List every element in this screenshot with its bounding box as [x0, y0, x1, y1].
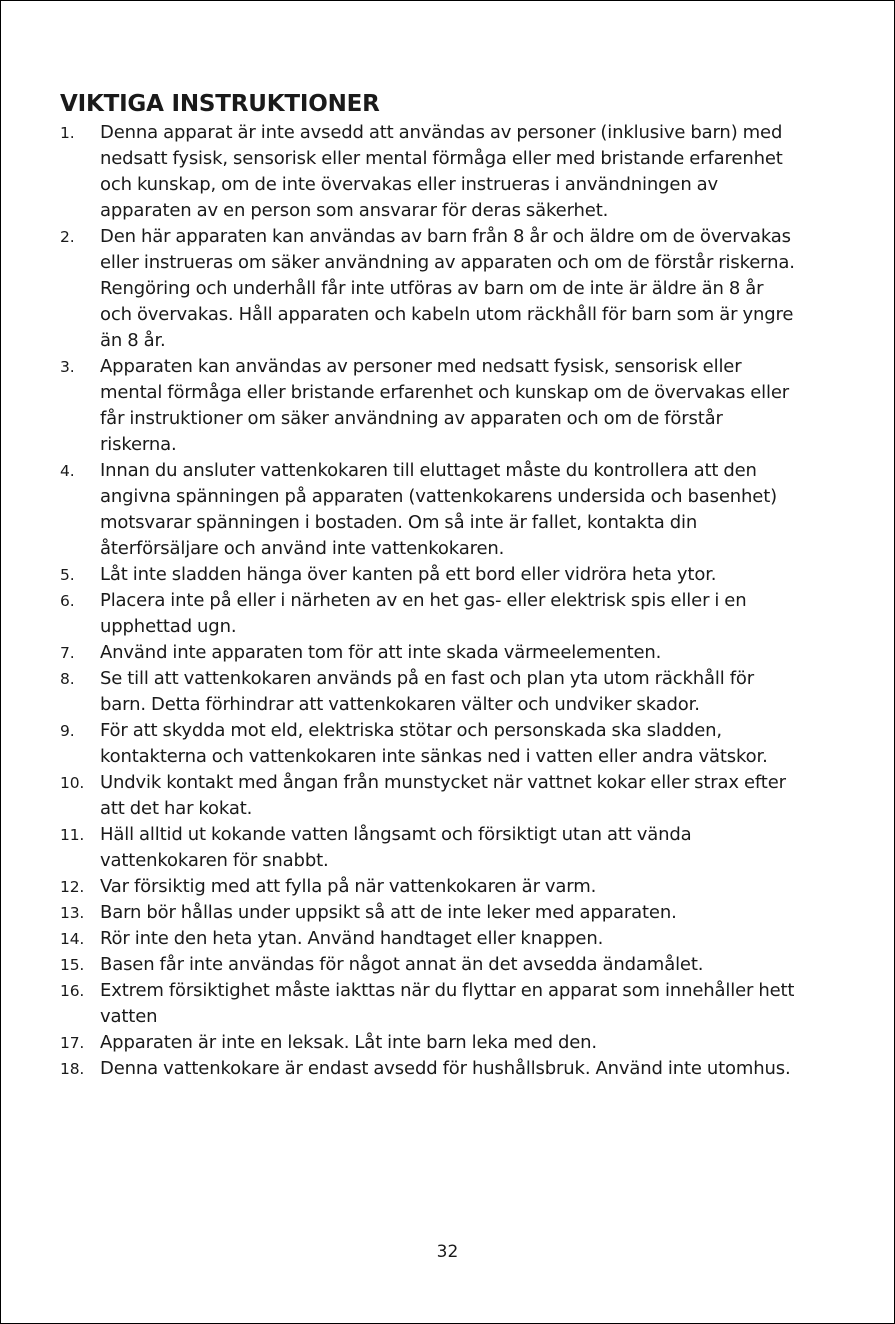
instruction-text: För att skydda mot eld, elektriska stötar och personskada ska sladden, kontakterna och vattenkokaren inte sänkas ned i vatten eller andra vätskor.	[100, 720, 768, 767]
instruction-number: 11.	[60, 826, 85, 844]
instruction-item	[60, 224, 800, 354]
instruction-text: Denna apparat är inte avsedd att användas av personer (inklusive barn) med nedsatt fysisk, sensorisk eller mental förmåga eller med bristande erfarenhet och kunskap, om de inte övervakas eller instrueras i användningen av apparaten av en person som ansvarar för deras säkerhet.	[100, 122, 783, 221]
instruction-list	[60, 120, 800, 1082]
instruction-text: Den här apparaten kan användas av barn från 8 år och äldre om de övervakas eller instrueras om säker användning av apparaten och om de förstår riskerna. Rengöring och underhåll får inte utföras av barn om de inte är äldre än 8 år och övervakas. Håll apparaten och kabeln utom räckhåll för barn som är yngre än 8 år.	[100, 226, 795, 351]
instruction-number: 3.	[60, 358, 75, 376]
instruction-number: 16.	[60, 982, 85, 1000]
instruction-number: 18.	[60, 1060, 85, 1078]
instruction-item	[60, 640, 800, 666]
instruction-text: Barn bör hållas under uppsikt så att de inte leker med apparaten.	[100, 902, 677, 923]
page-number: 32	[436, 1242, 459, 1262]
instruction-number: 4.	[60, 462, 75, 480]
instruction-number: 6.	[60, 592, 75, 610]
instruction-text: Använd inte apparaten tom för att inte skada värmeelementen.	[100, 642, 662, 663]
instruction-item	[60, 822, 800, 874]
instruction-number: 14.	[60, 930, 85, 948]
instruction-item	[60, 458, 800, 562]
instruction-number: 17.	[60, 1034, 85, 1052]
instruction-item	[60, 874, 800, 900]
instruction-item	[60, 120, 800, 224]
instruction-item	[60, 666, 800, 718]
instruction-number: 8.	[60, 670, 75, 688]
instruction-item	[60, 926, 800, 952]
instruction-number: 1.	[60, 124, 75, 142]
instruction-text: Innan du ansluter vattenkokaren till eluttaget måste du kontrollera att den angivna spänningen på apparaten (vattenkokarens undersida och basenhet) motsvarar spänningen i bostaden. Om så inte är fallet, kontakta din återförsäljare och använd inte vattenkokaren.	[100, 460, 778, 559]
instruction-item	[60, 952, 800, 978]
instruction-item	[60, 718, 800, 770]
instruction-item	[60, 588, 800, 640]
instruction-number: 5.	[60, 566, 75, 584]
instruction-item	[60, 354, 800, 458]
instruction-text: Apparaten är inte en leksak. Låt inte barn leka med den.	[100, 1032, 597, 1053]
instruction-number: 2.	[60, 228, 75, 246]
instruction-number: 15.	[60, 956, 85, 974]
instruction-text: Låt inte sladden hänga över kanten på ett bord eller vidröra heta ytor.	[100, 564, 717, 585]
instruction-item	[60, 978, 800, 1030]
document-body	[60, 90, 800, 1082]
instruction-text: Denna vattenkokare är endast avsedd för hushållsbruk. Använd inte utomhus.	[100, 1058, 791, 1079]
instruction-item	[60, 770, 800, 822]
instruction-text: Undvik kontakt med ångan från munstycket när vattnet kokar eller strax efter att det har kokat.	[100, 772, 786, 819]
instruction-text: Se till att vattenkokaren används på en fast och plan yta utom räckhåll för barn. Detta förhindrar att vattenkokaren välter och undviker skador.	[100, 668, 754, 715]
instruction-item	[60, 562, 800, 588]
instruction-text: Placera inte på eller i närheten av en het gas- eller elektrisk spis eller i en upphettad ugn.	[100, 590, 747, 637]
instruction-text: Var försiktig med att fylla på när vattenkokaren är varm.	[100, 876, 597, 897]
instruction-number: 10.	[60, 774, 85, 792]
page-title: VIKTIGA INSTRUKTIONER	[60, 91, 380, 117]
instruction-number: 9.	[60, 722, 75, 740]
instruction-item	[60, 900, 800, 926]
instruction-number: 12.	[60, 878, 85, 896]
instruction-text: Basen får inte användas för något annat än det avsedda ändamålet.	[100, 954, 704, 975]
instruction-number: 13.	[60, 904, 85, 922]
instruction-text: Apparaten kan användas av personer med nedsatt fysisk, sensorisk eller mental förmåga eller bristande erfarenhet och kunskap om de övervakas eller får instruktioner om säker användning av apparaten och om de förstår riskerna.	[100, 356, 790, 455]
instruction-item	[60, 1030, 800, 1056]
instruction-text: Rör inte den heta ytan. Använd handtaget eller knappen.	[100, 928, 604, 949]
instruction-item	[60, 1056, 800, 1082]
instruction-text: Häll alltid ut kokande vatten långsamt och försiktigt utan att vända vattenkokaren för snabbt.	[100, 824, 692, 871]
instruction-text: Extrem försiktighet måste iakttas när du flyttar en apparat som innehåller hett vatten	[100, 980, 795, 1027]
instruction-number: 7.	[60, 644, 75, 662]
